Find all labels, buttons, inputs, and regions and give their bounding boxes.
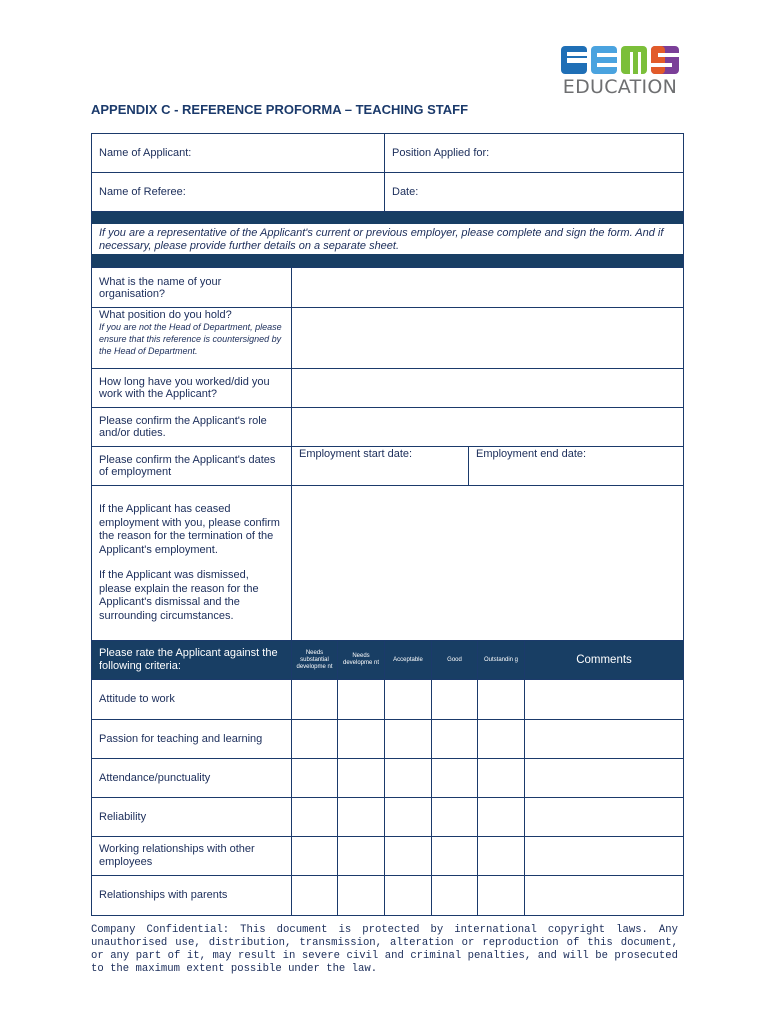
- position-applied-field[interactable]: [384, 134, 683, 172]
- rating-cell[interactable]: [431, 720, 477, 758]
- criteria-row: [92, 837, 683, 876]
- rating-cell[interactable]: [477, 759, 524, 797]
- applicant-name-field[interactable]: [92, 134, 384, 172]
- criteria-label: Working relationships with other employees: [99, 843, 255, 868]
- criteria-label: Reliability: [99, 810, 147, 823]
- applicant-name-label: Name of Applicant:: [99, 147, 192, 159]
- rating-cell[interactable]: [291, 720, 337, 758]
- termination-answer[interactable]: [291, 486, 683, 640]
- rating-cell[interactable]: [291, 759, 337, 797]
- rating-cell[interactable]: [337, 759, 384, 797]
- date-field[interactable]: [384, 173, 683, 211]
- divider-bar-top: [92, 212, 683, 224]
- rating-cell[interactable]: [477, 798, 524, 836]
- rating-column-header: Acceptable: [384, 641, 431, 679]
- comments-cell[interactable]: [524, 720, 683, 758]
- rating-cell[interactable]: [337, 876, 384, 915]
- position-held-note: If you are not the Head of Department, please ensure that this reference is countersigned by the Head of Department.: [99, 322, 282, 356]
- criteria-label: Passion for teaching and learning: [99, 732, 263, 745]
- criteria-label: Attitude to work: [99, 693, 175, 705]
- criteria-row: [92, 876, 683, 915]
- rating-cell[interactable]: [431, 759, 477, 797]
- instruction-text: If you are a representative of the Applicant's current or previous employer, please complete and sign the form. And if necessary, please provide further details on a separate sheet.: [99, 227, 664, 252]
- rating-cell[interactable]: [337, 680, 384, 719]
- rating-cell[interactable]: [431, 798, 477, 836]
- rating-cell[interactable]: [337, 798, 384, 836]
- rating-cell[interactable]: [477, 680, 524, 719]
- rating-cell[interactable]: [384, 720, 431, 758]
- end-date-label: Employment end date:: [476, 448, 587, 460]
- rating-column-header: Good: [431, 641, 477, 679]
- referee-row: [92, 173, 683, 212]
- rating-cell[interactable]: [431, 680, 477, 719]
- rating-cell[interactable]: [384, 876, 431, 915]
- rating-cell[interactable]: [384, 837, 431, 875]
- date-label: Date:: [392, 186, 419, 198]
- criteria-row: [92, 680, 683, 720]
- rating-column-header: Needs developme nt: [337, 641, 384, 679]
- criteria-label: Attendance/punctuality: [99, 771, 211, 784]
- divider-bar-bottom: [92, 254, 683, 268]
- comments-cell[interactable]: [524, 798, 683, 836]
- criteria-row: [92, 720, 683, 759]
- rating-cell[interactable]: [337, 720, 384, 758]
- how-long-question: How long have you worked/did you work with the Applicant?: [99, 376, 270, 400]
- position-held-row: [92, 308, 683, 369]
- role-answer[interactable]: [291, 408, 683, 446]
- criteria-label: Relationships with parents: [99, 889, 228, 901]
- rating-column-header: Needs substantial developme nt: [291, 641, 337, 679]
- organisation-row: [92, 268, 683, 308]
- comments-column-header: Comments: [524, 641, 683, 679]
- confidentiality-footer: Company Confidential: This document is protected by international copyright laws. Any unauthorised use, distribution, transmission, alteration or reproduction of this document, or any part of it, may result in severe civil and criminal penalties, and will be prosecuted to the maximum extent possible under the law.: [91, 924, 678, 975]
- criteria-row: [92, 798, 683, 837]
- rating-cell[interactable]: [477, 876, 524, 915]
- criteria-row: [92, 759, 683, 798]
- page-title: APPENDIX C - REFERENCE PROFORMA – TEACHING STAFF: [91, 102, 469, 117]
- applicant-row: [92, 134, 683, 173]
- gems-logo-mark: [561, 44, 679, 78]
- comments-cell[interactable]: [524, 837, 683, 875]
- rating-cell[interactable]: [291, 680, 337, 719]
- role-question: Please confirm the Applicant's role and/or duties.: [99, 415, 267, 439]
- rating-cell[interactable]: [291, 798, 337, 836]
- rating-header-row: [92, 641, 683, 680]
- comments-cell[interactable]: [524, 680, 683, 719]
- reference-form: [91, 133, 684, 916]
- position-held-label: What position do you hold?: [99, 309, 232, 321]
- criteria-rows: [92, 680, 683, 915]
- comments-cell[interactable]: [524, 759, 683, 797]
- rating-cell[interactable]: [477, 720, 524, 758]
- position-applied-label: Position Applied for:: [392, 147, 490, 159]
- termination-row: [92, 486, 683, 641]
- rating-cell[interactable]: [384, 798, 431, 836]
- role-row: [92, 408, 683, 447]
- instruction-row: [92, 224, 683, 254]
- rating-cell[interactable]: [384, 680, 431, 719]
- rating-cell[interactable]: [291, 876, 337, 915]
- how-long-row: [92, 369, 683, 408]
- rating-cell[interactable]: [431, 837, 477, 875]
- end-date-field[interactable]: [468, 447, 683, 485]
- rating-cell[interactable]: [477, 837, 524, 875]
- dates-question: Please confirm the Applicant's dates of employment: [99, 454, 276, 478]
- rating-cell[interactable]: [384, 759, 431, 797]
- organisation-answer[interactable]: [291, 268, 683, 307]
- referee-name-label: Name of Referee:: [99, 186, 186, 198]
- dismissed-question: If the Applicant was dismissed, please explain the reason for the Applicant's dismissal and the surrounding circumstances.: [99, 569, 259, 622]
- rating-cell[interactable]: [291, 837, 337, 875]
- how-long-answer[interactable]: [291, 369, 683, 407]
- gems-education-logo: [561, 44, 679, 104]
- rating-cell[interactable]: [431, 876, 477, 915]
- logo-subtitle: EDUCATION: [562, 76, 678, 98]
- referee-name-field[interactable]: [92, 173, 384, 211]
- position-held-answer[interactable]: [291, 308, 683, 368]
- termination-question: [92, 486, 291, 640]
- start-date-field[interactable]: [291, 447, 468, 485]
- rating-header-label: Please rate the Applicant against the following criteria:: [99, 647, 278, 672]
- organisation-question: What is the name of your organisation?: [99, 275, 222, 300]
- comments-cell[interactable]: [524, 876, 683, 915]
- dates-row: [92, 447, 683, 486]
- ceased-question: If the Applicant has ceased employment with you, please confirm the reason for the termination of the Applicant's employment.: [99, 503, 280, 556]
- rating-cell[interactable]: [337, 837, 384, 875]
- position-held-question: [92, 308, 291, 368]
- rating-column-header: Outstandin g: [477, 641, 524, 679]
- start-date-label: Employment start date:: [299, 448, 413, 460]
